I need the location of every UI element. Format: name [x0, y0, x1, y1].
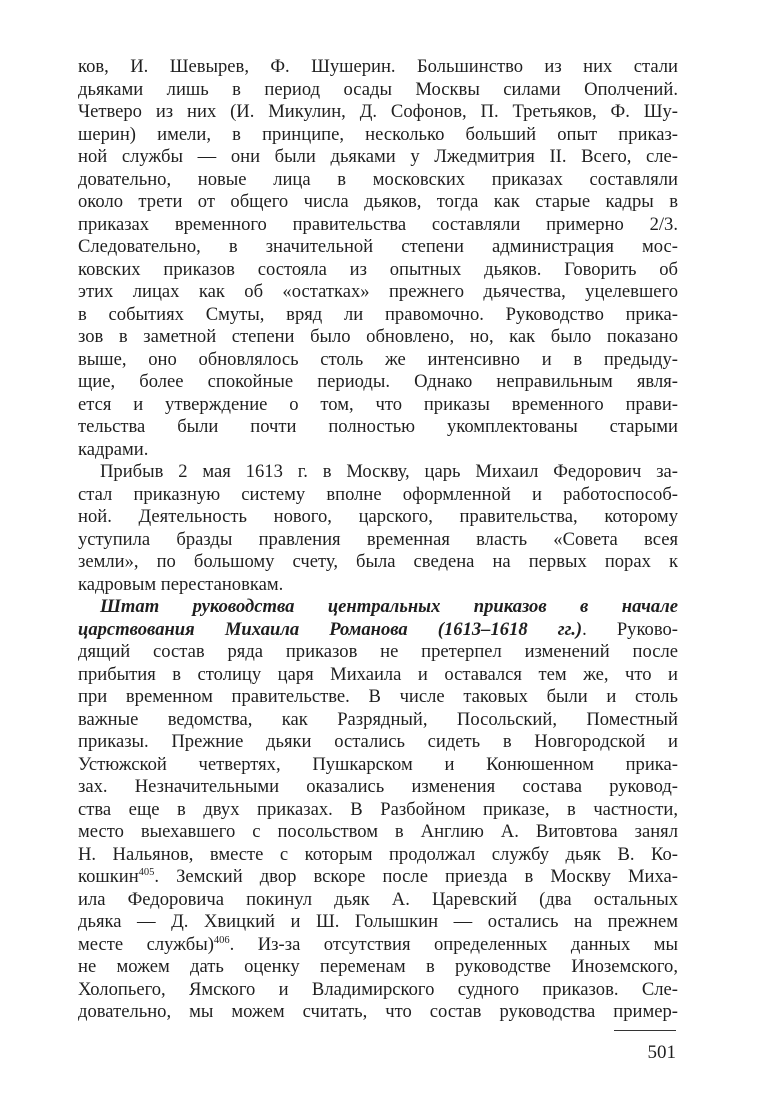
text-line: ной. Деятельность нового, царского, правительства, которому: [78, 506, 678, 527]
text-fragment: . Земский двор вскоре после приезда в Москву Миха-: [154, 866, 678, 887]
text-line: щие, более спокойные периоды. Однако неправильным явля-: [78, 371, 678, 392]
text-line: кадрами.: [78, 438, 149, 460]
page-text: [78, 56, 678, 1024]
text-line: ковских приказов состояла из опытных дьяков. Говорить об: [78, 258, 678, 280]
text-line: прибытия в столицу царя Михаила и оставался тем же, что и: [78, 663, 678, 685]
page-number-rule: [614, 1030, 676, 1031]
text-line: Устюжской четвертях, Пушкарском и Конюшенном прика-: [78, 753, 678, 775]
text-line: дящий состав ряда приказов не претерпел изменений после: [78, 641, 678, 662]
text-line: довательно, новые лица в московских приказах составляли: [78, 168, 678, 190]
page-number: 501: [647, 1042, 676, 1063]
section-heading-line: [78, 596, 678, 619]
text-line: кадровым перестановкам.: [78, 573, 284, 595]
text-line: зах. Незначительными оказались изменения состава руковод-: [78, 776, 678, 797]
text-line: тельства были почти полностью укомплектованы старыми: [78, 416, 678, 437]
text-line: дьяками лишь в период осады Москвы силами Ополчений.: [78, 78, 678, 100]
text-line: этих лицах как об «остатках» прежнего дьячества, уцелевшего: [78, 281, 678, 302]
text-line: дьяка — Д. Хвицкий и Ш. Голышкин — остались на прежнем: [78, 911, 678, 932]
text-line: зов в заметной степени было обновлено, но, как было показано: [78, 326, 678, 347]
text-line: выше, оно обновлялось столь же интенсивно и в предыду-: [78, 348, 678, 370]
text-line: уступила бразды правления временная власть «Совета всея: [78, 528, 678, 550]
text-line: шерин) имели, в принципе, несколько больший опыт приказ-: [78, 123, 678, 145]
section-heading-line: [78, 619, 678, 642]
text-fragment: кошкин: [78, 866, 139, 887]
text-line: ства еще в двух приказах. В Разбойном приказе, в частности,: [78, 798, 678, 820]
footnote-marker-405[interactable]: 405: [138, 866, 155, 878]
text-line: не можем дать оценку переменам в руководстве Иноземского,: [78, 956, 678, 977]
text-line-with-footnote: [78, 866, 678, 889]
paragraph-1: [78, 56, 678, 461]
text-line: при временном правительстве. В числе таковых были и столь: [78, 686, 678, 707]
text-line: ной службы — они были дьяками у Лжедмитрия II. Всего, сле-: [78, 146, 678, 167]
text-line: место выехавшего с посольством в Англию А. Витовтова занял: [78, 821, 678, 842]
text-line: приказах временного правительства составляли примерно 2/3.: [78, 213, 678, 235]
section-heading-part-2: царствования Михаила Романова (1613–1618 гг.): [78, 618, 583, 640]
text-line: Четверо из них (И. Микулин, Д. Софонов, П. Третьяков, Ф. Шу-: [78, 101, 678, 122]
text-line: Холопьего, Ямского и Владимирского судного приказов. Сле-: [78, 978, 678, 1000]
text-line: Следовательно, в значительной степени администрация мос-: [78, 236, 678, 257]
text-line: приказы. Прежние дьяки остались сидеть в Новгородской и: [78, 731, 678, 752]
text-line: стал приказную систему вполне оформленной и работоспособ-: [78, 483, 678, 505]
section-heading-part-1: Штат руководства центральных приказов в начале: [100, 596, 678, 617]
text-line: около трети от общего числа дьяков, тогда как старые кадры в: [78, 191, 678, 212]
footnote-marker-406[interactable]: 406: [213, 934, 230, 946]
paragraph-3: [78, 596, 678, 1024]
text-line: Н. Нальянов, вместе с которым продолжал службу дьяк В. Ко-: [78, 843, 678, 865]
text-line: ков, И. Шевырев, Ф. Шушерин. Большинство из них стали: [78, 56, 678, 77]
paragraph-2: [78, 461, 678, 596]
text-fragment: . Из-за отсутствия определенных данных мы: [229, 933, 679, 955]
text-line: ется и утверждение о том, что приказы временного прави-: [78, 393, 678, 415]
text-fragment: . Руково-: [582, 618, 678, 640]
text-line: земли», по большому счету, была сведена на первых порах к: [78, 551, 678, 572]
text-line: ила Федоровича покинул дьяк А. Царевский (два остальных: [78, 888, 678, 910]
text-fragment: месте службы): [78, 933, 214, 955]
text-line: Прибыв 2 мая 1613 г. в Москву, царь Михаил Федорович за-: [100, 461, 678, 482]
text-line-with-footnote: [78, 934, 678, 957]
text-line: в событиях Смуты, вряд ли правомочно. Руководство прика-: [78, 303, 678, 325]
text-line: важные ведомства, как Разрядный, Посольский, Поместный: [78, 708, 678, 730]
text-line: довательно, мы можем считать, что состав руководства пример-: [78, 1001, 678, 1022]
